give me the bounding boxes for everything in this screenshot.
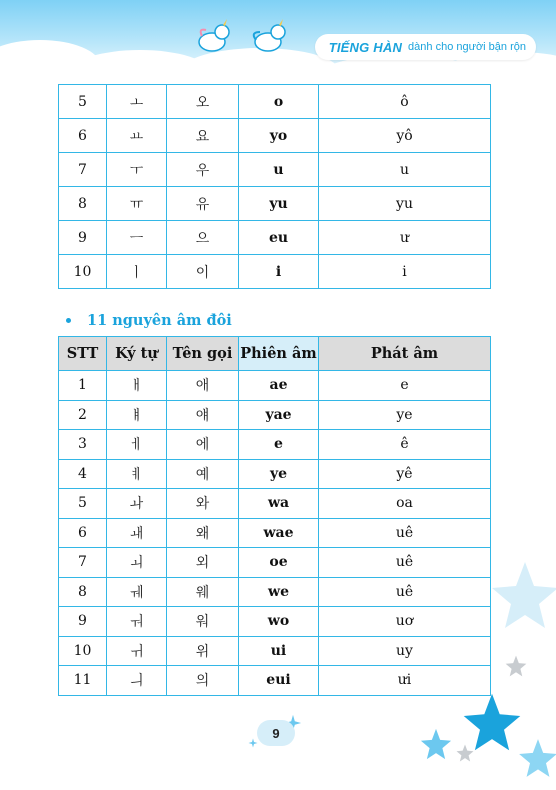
unicorn-mascot-icon: [192, 18, 232, 58]
cell-sound: uơ: [319, 607, 491, 637]
cell-char: ㅗ: [107, 85, 167, 119]
table-row: [59, 459, 491, 489]
cell-char: ㅜ: [107, 153, 167, 187]
cell-char: ㅠ: [107, 187, 167, 221]
table-row: [59, 607, 491, 637]
cell-stt: 7: [59, 548, 107, 578]
header-sound: Phát âm: [319, 337, 491, 371]
cell-roman: ui: [239, 636, 319, 666]
cell-char: ㅐ: [107, 371, 167, 401]
cell-name: 예: [167, 459, 239, 489]
table-row: [59, 518, 491, 548]
table-row: [59, 85, 491, 119]
cell-char: ㅣ: [107, 255, 167, 289]
cell-char: ㅒ: [107, 400, 167, 430]
table-row: [59, 153, 491, 187]
table-row: [59, 577, 491, 607]
cell-name: 위: [167, 636, 239, 666]
cell-sound: yu: [319, 187, 491, 221]
cell-stt: 6: [59, 119, 107, 153]
cell-char: ㅞ: [107, 577, 167, 607]
page-number: 9: [257, 720, 295, 746]
table-header-row: [59, 337, 491, 371]
cell-stt: 6: [59, 518, 107, 548]
table-row: [59, 400, 491, 430]
header-stt: STT: [59, 337, 107, 371]
table-row: [59, 371, 491, 401]
cell-name: 얘: [167, 400, 239, 430]
cell-sound: ưi: [319, 666, 491, 696]
brand-subtitle: dành cho người bận rộn: [408, 41, 526, 53]
table-row: [59, 187, 491, 221]
cell-char: ㅙ: [107, 518, 167, 548]
cell-char: ㅢ: [107, 666, 167, 696]
cell-roman: ae: [239, 371, 319, 401]
cell-roman: yu: [239, 187, 319, 221]
cell-stt: 4: [59, 459, 107, 489]
cell-sound: uy: [319, 636, 491, 666]
vowel-table: [58, 84, 491, 289]
cell-name: 오: [167, 85, 239, 119]
star-icon: [420, 728, 452, 760]
cell-name: 외: [167, 548, 239, 578]
bullet-icon: [66, 318, 71, 323]
cell-sound: uê: [319, 518, 491, 548]
star-icon: [518, 738, 556, 778]
star-icon: [490, 560, 556, 630]
cell-sound: uê: [319, 577, 491, 607]
cell-stt: 10: [59, 255, 107, 289]
cell-roman: wa: [239, 489, 319, 519]
cell-name: 우: [167, 153, 239, 187]
cell-char: ㅖ: [107, 459, 167, 489]
cell-char: ㅚ: [107, 548, 167, 578]
table-row: [59, 666, 491, 696]
cell-roman: yae: [239, 400, 319, 430]
cell-roman: wo: [239, 607, 319, 637]
star-icon: [462, 692, 522, 752]
double-vowel-table: [58, 336, 491, 696]
header-roman: Phiên âm: [239, 337, 319, 371]
table-row: [59, 255, 491, 289]
cell-name: 의: [167, 666, 239, 696]
cell-roman: wae: [239, 518, 319, 548]
cell-name: 요: [167, 119, 239, 153]
cell-sound: ô: [319, 85, 491, 119]
unicorn-mascot-icon: [248, 18, 288, 58]
cell-roman: eui: [239, 666, 319, 696]
sparkle-icon: [248, 738, 258, 748]
cell-sound: ư: [319, 221, 491, 255]
cell-name: 이: [167, 255, 239, 289]
cell-stt: 9: [59, 221, 107, 255]
cell-name: 와: [167, 489, 239, 519]
cell-char: ㅟ: [107, 636, 167, 666]
cell-stt: 7: [59, 153, 107, 187]
cell-sound: ê: [319, 430, 491, 460]
cell-char: ㅔ: [107, 430, 167, 460]
cell-roman: oe: [239, 548, 319, 578]
cell-name: 왜: [167, 518, 239, 548]
table-row: [59, 636, 491, 666]
header-name: Tên gọi: [167, 337, 239, 371]
cell-name: 에: [167, 430, 239, 460]
cell-sound: oa: [319, 489, 491, 519]
cell-sound: i: [319, 255, 491, 289]
cell-stt: 11: [59, 666, 107, 696]
cell-sound: e: [319, 371, 491, 401]
cell-roman: ye: [239, 459, 319, 489]
cell-sound: ye: [319, 400, 491, 430]
cell-char: ㅡ: [107, 221, 167, 255]
cell-stt: 2: [59, 400, 107, 430]
cell-roman: o: [239, 85, 319, 119]
cell-name: 애: [167, 371, 239, 401]
cell-stt: 1: [59, 371, 107, 401]
table-row: [59, 489, 491, 519]
table-row: [59, 221, 491, 255]
table-row: [59, 119, 491, 153]
cell-stt: 3: [59, 430, 107, 460]
cell-sound: yê: [319, 459, 491, 489]
cell-char: ㅛ: [107, 119, 167, 153]
section-heading: [66, 312, 232, 329]
cell-stt: 9: [59, 607, 107, 637]
table-row: [59, 430, 491, 460]
cell-name: 유: [167, 187, 239, 221]
cell-char: ㅝ: [107, 607, 167, 637]
table-row: [59, 548, 491, 578]
header-char: Ký tự: [107, 337, 167, 371]
cell-name: 워: [167, 607, 239, 637]
cell-roman: e: [239, 430, 319, 460]
star-icon: [456, 744, 474, 762]
cell-sound: u: [319, 153, 491, 187]
cell-stt: 10: [59, 636, 107, 666]
cell-roman: we: [239, 577, 319, 607]
brand-banner: [315, 34, 536, 60]
cell-sound: uê: [319, 548, 491, 578]
cell-char: ㅘ: [107, 489, 167, 519]
cell-name: 으: [167, 221, 239, 255]
cell-roman: eu: [239, 221, 319, 255]
cell-roman: i: [239, 255, 319, 289]
cell-stt: 8: [59, 187, 107, 221]
cell-name: 웨: [167, 577, 239, 607]
cell-stt: 5: [59, 489, 107, 519]
star-icon: [505, 655, 527, 677]
cell-roman: yo: [239, 119, 319, 153]
brand-title: TIẾNG HÀN: [328, 39, 403, 55]
cell-roman: u: [239, 153, 319, 187]
cell-stt: 5: [59, 85, 107, 119]
cell-stt: 8: [59, 577, 107, 607]
cell-sound: yô: [319, 119, 491, 153]
section-title: 11 nguyên âm đôi: [87, 312, 232, 329]
